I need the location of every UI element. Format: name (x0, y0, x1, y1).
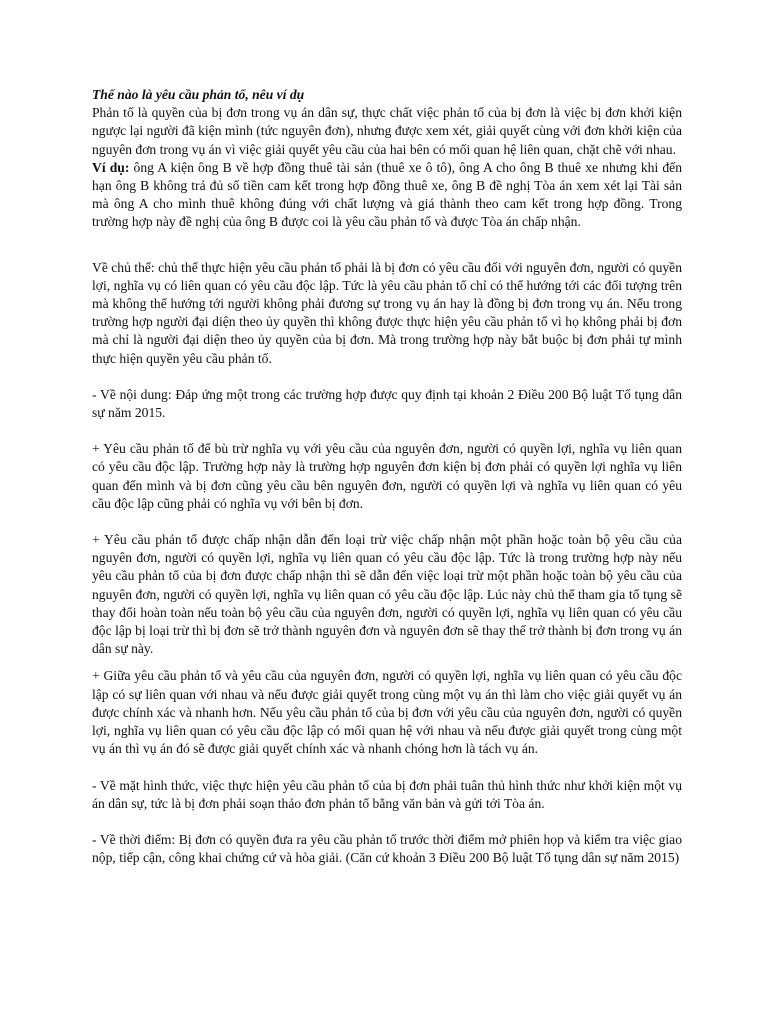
timing-paragraph: - Về thời điểm: Bị đơn có quyền đưa ra yêu cầu phản tố trước thời điểm mở phiên họp và kiểm tra việc giao nộp, tiếp cận, công khai chứng cứ và hòa giải. (Căn cứ khoản 3 Điều 200 Bộ luật Tố tụng dân sự năm 2015) (92, 831, 682, 866)
exclusion-paragraph: + Yêu cầu phản tố được chấp nhận dẫn đến loại trừ việc chấp nhận một phần hoặc toàn bộ yêu cầu của nguyên đơn, người có quyền lợi, nghĩa vụ liên quan có yêu cầu độc lập. Tức là trong trường hợp này nếu yêu cầu phản tố của bị đơn được chấp nhận thì sẽ dẫn đến việc loại trừ một phần hoặc toàn bộ yêu cầu của nguyên đơn, người có quyền lợi, nghĩa vụ liên quan có yêu cầu độc lập. Lúc này chủ thể tham gia tố tụng sẽ thay đổi hoàn toàn nếu toàn bộ yêu cầu của nguyên đơn, người có quyền lợi, nghĩa vụ liên quan có yêu cầu độc lập bị loại trừ thì bị đơn sẽ trở thành nguyên đơn và nguyên đơn sẽ thay thế trở thành bị đơn trong vụ án dân sự này. (92, 532, 682, 657)
example-paragraph (92, 159, 682, 232)
related-claims-paragraph: + Giữa yêu cầu phản tố và yêu cầu của nguyên đơn, người có quyền lợi, nghĩa vụ liên quan có yêu cầu độc lập có sự liên quan với nhau và nếu được giải quyết trong cùng một vụ án thì làm cho việc giải quyết vụ án được chính xác và nhanh hơn. Nếu yêu cầu phản tố của bị đơn với yêu cầu của nguyên đơn, người có quyền lợi, nghĩa vụ liên quan có yêu cầu độc lập có mối quan hệ với nhau và nếu được giải quyết trong cùng một vụ án thì vụ án đó sẽ được giải quyết chính xác và nhanh chóng hơn là tách vụ án. (92, 668, 682, 757)
offset-obligation-paragraph: + Yêu cầu phản tố để bù trừ nghĩa vụ với yêu cầu của nguyên đơn, người có quyền lợi, nghĩa vụ liên quan có yêu cầu độc lập. Trường hợp này là trường hợp nguyên đơn kiện bị đơn phải có quyền lợi nghĩa vụ liên quan đến mình và bị đơn cũng yêu cầu bên nguyên đơn, người có quyền lợi và nghĩa vụ liên quan có yêu cầu độc lập cũng phải có nghĩa vụ với bên bị đơn. (92, 441, 682, 511)
form-paragraph: - Về mặt hình thức, việc thực hiện yêu cầu phản tố của bị đơn phải tuân thủ hình thức như khởi kiện một vụ án dân sự, tức là bị đơn phải soạn thảo đơn phản tố bằng văn bản và gửi tới Tòa án. (92, 777, 682, 811)
document-title: Thế nào là yêu cầu phản tố, nêu ví dụ (92, 87, 305, 102)
example-label: Ví dụ: (92, 159, 130, 175)
definition-paragraph: Phản tố là quyền của bị đơn trong vụ án dân sự, thực chất việc phản tố của bị đơn là việc bị đơn khởi kiện ngược lại người đã kiện mình (tức nguyên đơn), nhưng được xem xét, giải quyết cùng với đơn khởi kiện của nguyên đơn trong vụ án vì việc giải quyết yêu cầu của hai bên có mối quan hệ liên quan, chặt chẽ với nhau. (92, 105, 683, 157)
subject-paragraph: Về chủ thể: chủ thể thực hiện yêu cầu phản tố phải là bị đơn có yêu cầu đối với nguyên đơn, người có quyền lợi, nghĩa vụ có liên quan có yêu cầu độc lập. Tức là yêu cầu phản tố chỉ có thể hướng tới các đối tượng trên mà không thể hướng tới người không phải đương sự trong vụ án hay là đồng bị đơn trong vụ án. Nếu trong trường hợp người đại diện theo ủy quyền thì không được thực hiện yêu cầu phản tố vì họ không phải bị đơn mà chỉ là người đại diện theo ủy quyền của bị đơn. Mà trong trường hợp này bắt buộc bị đơn phải tự mình thực hiện quyền yêu cầu phản tố. (92, 259, 682, 366)
example-text: ông A kiện ông B về hợp đồng thuê tài sản (thuê xe ô tô), ông A cho ông B thuê xe nhưng khi đến hạn ông B không trả đủ số tiền cam kết trong hợp đồng thuê xe, ông B đề nghị Tòa án xem xét lại Tài sản mà ông A cho mình thuê không đúng với chất lượng và giá thành theo cam kết trong hợp đồng. Trong trường hợp này đề nghị của ông B được coi là yêu cầu phản tố và được Tòa án chấp nhận. (92, 159, 683, 230)
content-paragraph: - Về nội dung: Đáp ứng một trong các trường hợp được quy định tại khoản 2 Điều 200 Bộ luật Tố tụng dân sự năm 2015. (92, 386, 682, 421)
document-page (92, 86, 682, 867)
